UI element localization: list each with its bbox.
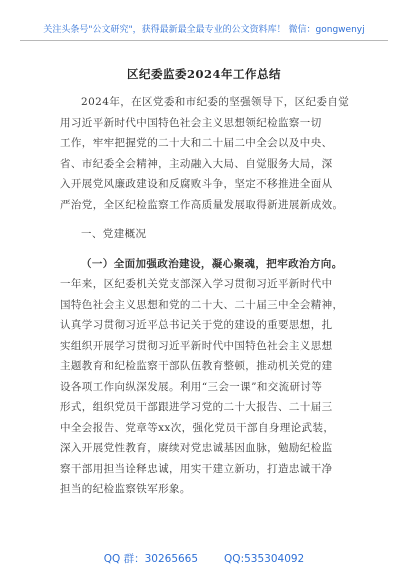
body-line: 察干部用担当诠释忠诚，用实干建立新功，打造忠诚干净 [60, 462, 333, 475]
header-divider [20, 40, 388, 41]
qq-group-number: QQ 群：30265665 [103, 553, 199, 565]
subsection-heading: （一）全面加强政治建设，凝心聚魂，把牢政治方向。 [81, 257, 343, 270]
body-line: 实组织开展学习贯彻习近平新时代中国特色社会主义思想 [60, 339, 333, 352]
body-line: 中全会报告、党章等xx次，强化党员干部自身理论武装， [60, 421, 335, 434]
body-line: 深入开展党性教育，赓续对党忠诚基因血脉，勉励纪检监 [60, 442, 333, 454]
intro-line: 严治党，全区纪检监察工作高质量发展取得新进展新成效。 [60, 198, 344, 211]
body-line: 国特色社会主义思想和党的二十大、二十届三中全会精神， [60, 298, 344, 311]
body-line: 主题教育和纪检监察干部队伍教育整顿，推动机关党的建 [60, 360, 333, 372]
intro-line: 2024年，在区党委和市纪委的坚强领导下，区纪委自觉 [81, 96, 350, 108]
document-body [60, 92, 352, 500]
qq-number: QQ:535304092 [224, 553, 305, 565]
section-heading: 一、党建概况 [81, 228, 147, 240]
body-line: 一年来，区纪委机关党支部深入学习贯彻习近平新时代中 [60, 278, 333, 290]
intro-line: 省、市纪委全会精神，主动融入大局、自觉服务大局，深 [60, 157, 333, 170]
body-line: 设各项工作向纵深发展。利用“三会一课”和交流研讨等 [60, 380, 323, 393]
intro-line: 用习近平新时代中国特色社会主义思想领纪检监察一切 [60, 116, 322, 129]
body-line: 担当的纪检监察铁军形象。 [60, 483, 191, 495]
intro-line: 工作，牢牢把握党的二十大和二十届二中全会以及中央、 [60, 137, 333, 149]
body-line: 认真学习贯彻习近平总书记关于党的建设的重要思想，扎 [60, 319, 333, 331]
footer-contact [0, 551, 408, 566]
body-line: 形式，组织党员干部跟进学习党的二十大报告、二十届三 [60, 401, 333, 413]
top-banner: 关注头条号"公文研究"，获得最新最全最专业的公文资料库！ 微信：gongwenyj [43, 25, 365, 35]
intro-line: 入开展党风廉政建设和反腐败斗争，坚定不移推进全面从 [60, 178, 333, 190]
document-title: 区纪委监委2024年工作总结 [126, 67, 281, 81]
